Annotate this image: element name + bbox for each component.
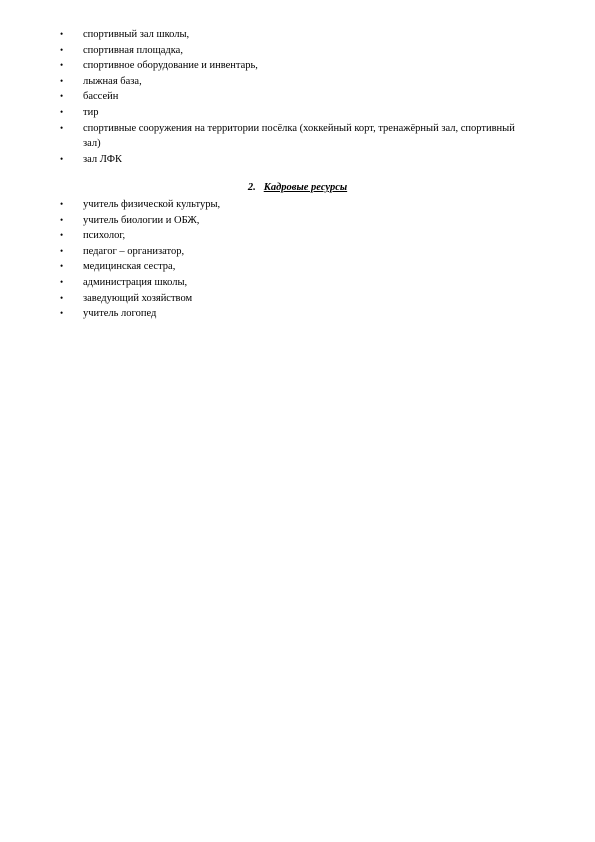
- bullet-icon: •: [60, 60, 64, 71]
- list-item-text: спортивное оборудование и инвентарь,: [83, 60, 258, 72]
- list-item-text: учитель физической культуры,: [83, 199, 221, 210]
- bullet-icon: •: [60, 292, 64, 303]
- list-item: [58, 58, 528, 74]
- list-item: [58, 259, 528, 275]
- list-item-text: медицинская сестра,: [83, 261, 176, 273]
- bullet-icon: •: [60, 261, 64, 272]
- list-item-text: администрация школы,: [83, 276, 188, 288]
- bullet-icon: •: [60, 44, 64, 55]
- list-item: [58, 89, 528, 105]
- list-item-text: спортивный зал школы,: [83, 29, 190, 40]
- list-item: [58, 228, 528, 244]
- list-item-text: спортивные сооружения на территории посёлка (хоккейный корт, тренажёрный зал, спортивный зал): [83, 122, 515, 150]
- list-item: [58, 43, 528, 59]
- bullet-icon: •: [60, 214, 64, 225]
- bullet-icon: •: [60, 75, 64, 86]
- list-item-text: педагог – организатор,: [83, 245, 185, 257]
- list-item: [58, 244, 528, 260]
- bullet-icon: •: [60, 122, 64, 133]
- bullet-icon: •: [60, 230, 64, 241]
- list-item: [58, 306, 528, 322]
- bullet-icon: •: [60, 308, 64, 319]
- list-item: [58, 74, 528, 90]
- bullet-icon: •: [60, 106, 64, 117]
- staff-list: [58, 197, 528, 322]
- bullet-icon: •: [60, 245, 64, 256]
- bullet-icon: •: [60, 91, 64, 102]
- list-item: [58, 213, 528, 229]
- list-item-text: бассейн: [83, 91, 119, 103]
- list-item-text: заведующий хозяйством: [83, 292, 193, 304]
- bullet-icon: •: [60, 29, 64, 39]
- list-item-text: тир: [83, 106, 99, 118]
- list-item: [58, 197, 528, 213]
- bullet-icon: •: [60, 153, 64, 164]
- bullet-icon: •: [60, 199, 64, 209]
- list-item-text: лыжная база,: [83, 75, 142, 87]
- section-title: Кадровые ресурсы: [263, 182, 348, 193]
- facilities-list: [58, 27, 528, 167]
- section-heading: [0, 180, 595, 195]
- list-item: [58, 27, 528, 43]
- list-item: [58, 105, 528, 121]
- list-item: [58, 275, 528, 291]
- list-item-text: спортивная площадка,: [83, 44, 183, 56]
- list-item: [58, 152, 528, 168]
- list-item: [58, 291, 528, 307]
- section-number: 2.: [247, 182, 256, 193]
- list-item-text: психолог,: [83, 230, 126, 242]
- list-item-text: учитель логопед: [83, 308, 157, 320]
- list-item: [58, 121, 528, 152]
- list-item-text: зал ЛФК: [83, 153, 123, 165]
- bullet-icon: •: [60, 276, 64, 287]
- list-item-text: учитель биологии и ОБЖ,: [83, 214, 200, 226]
